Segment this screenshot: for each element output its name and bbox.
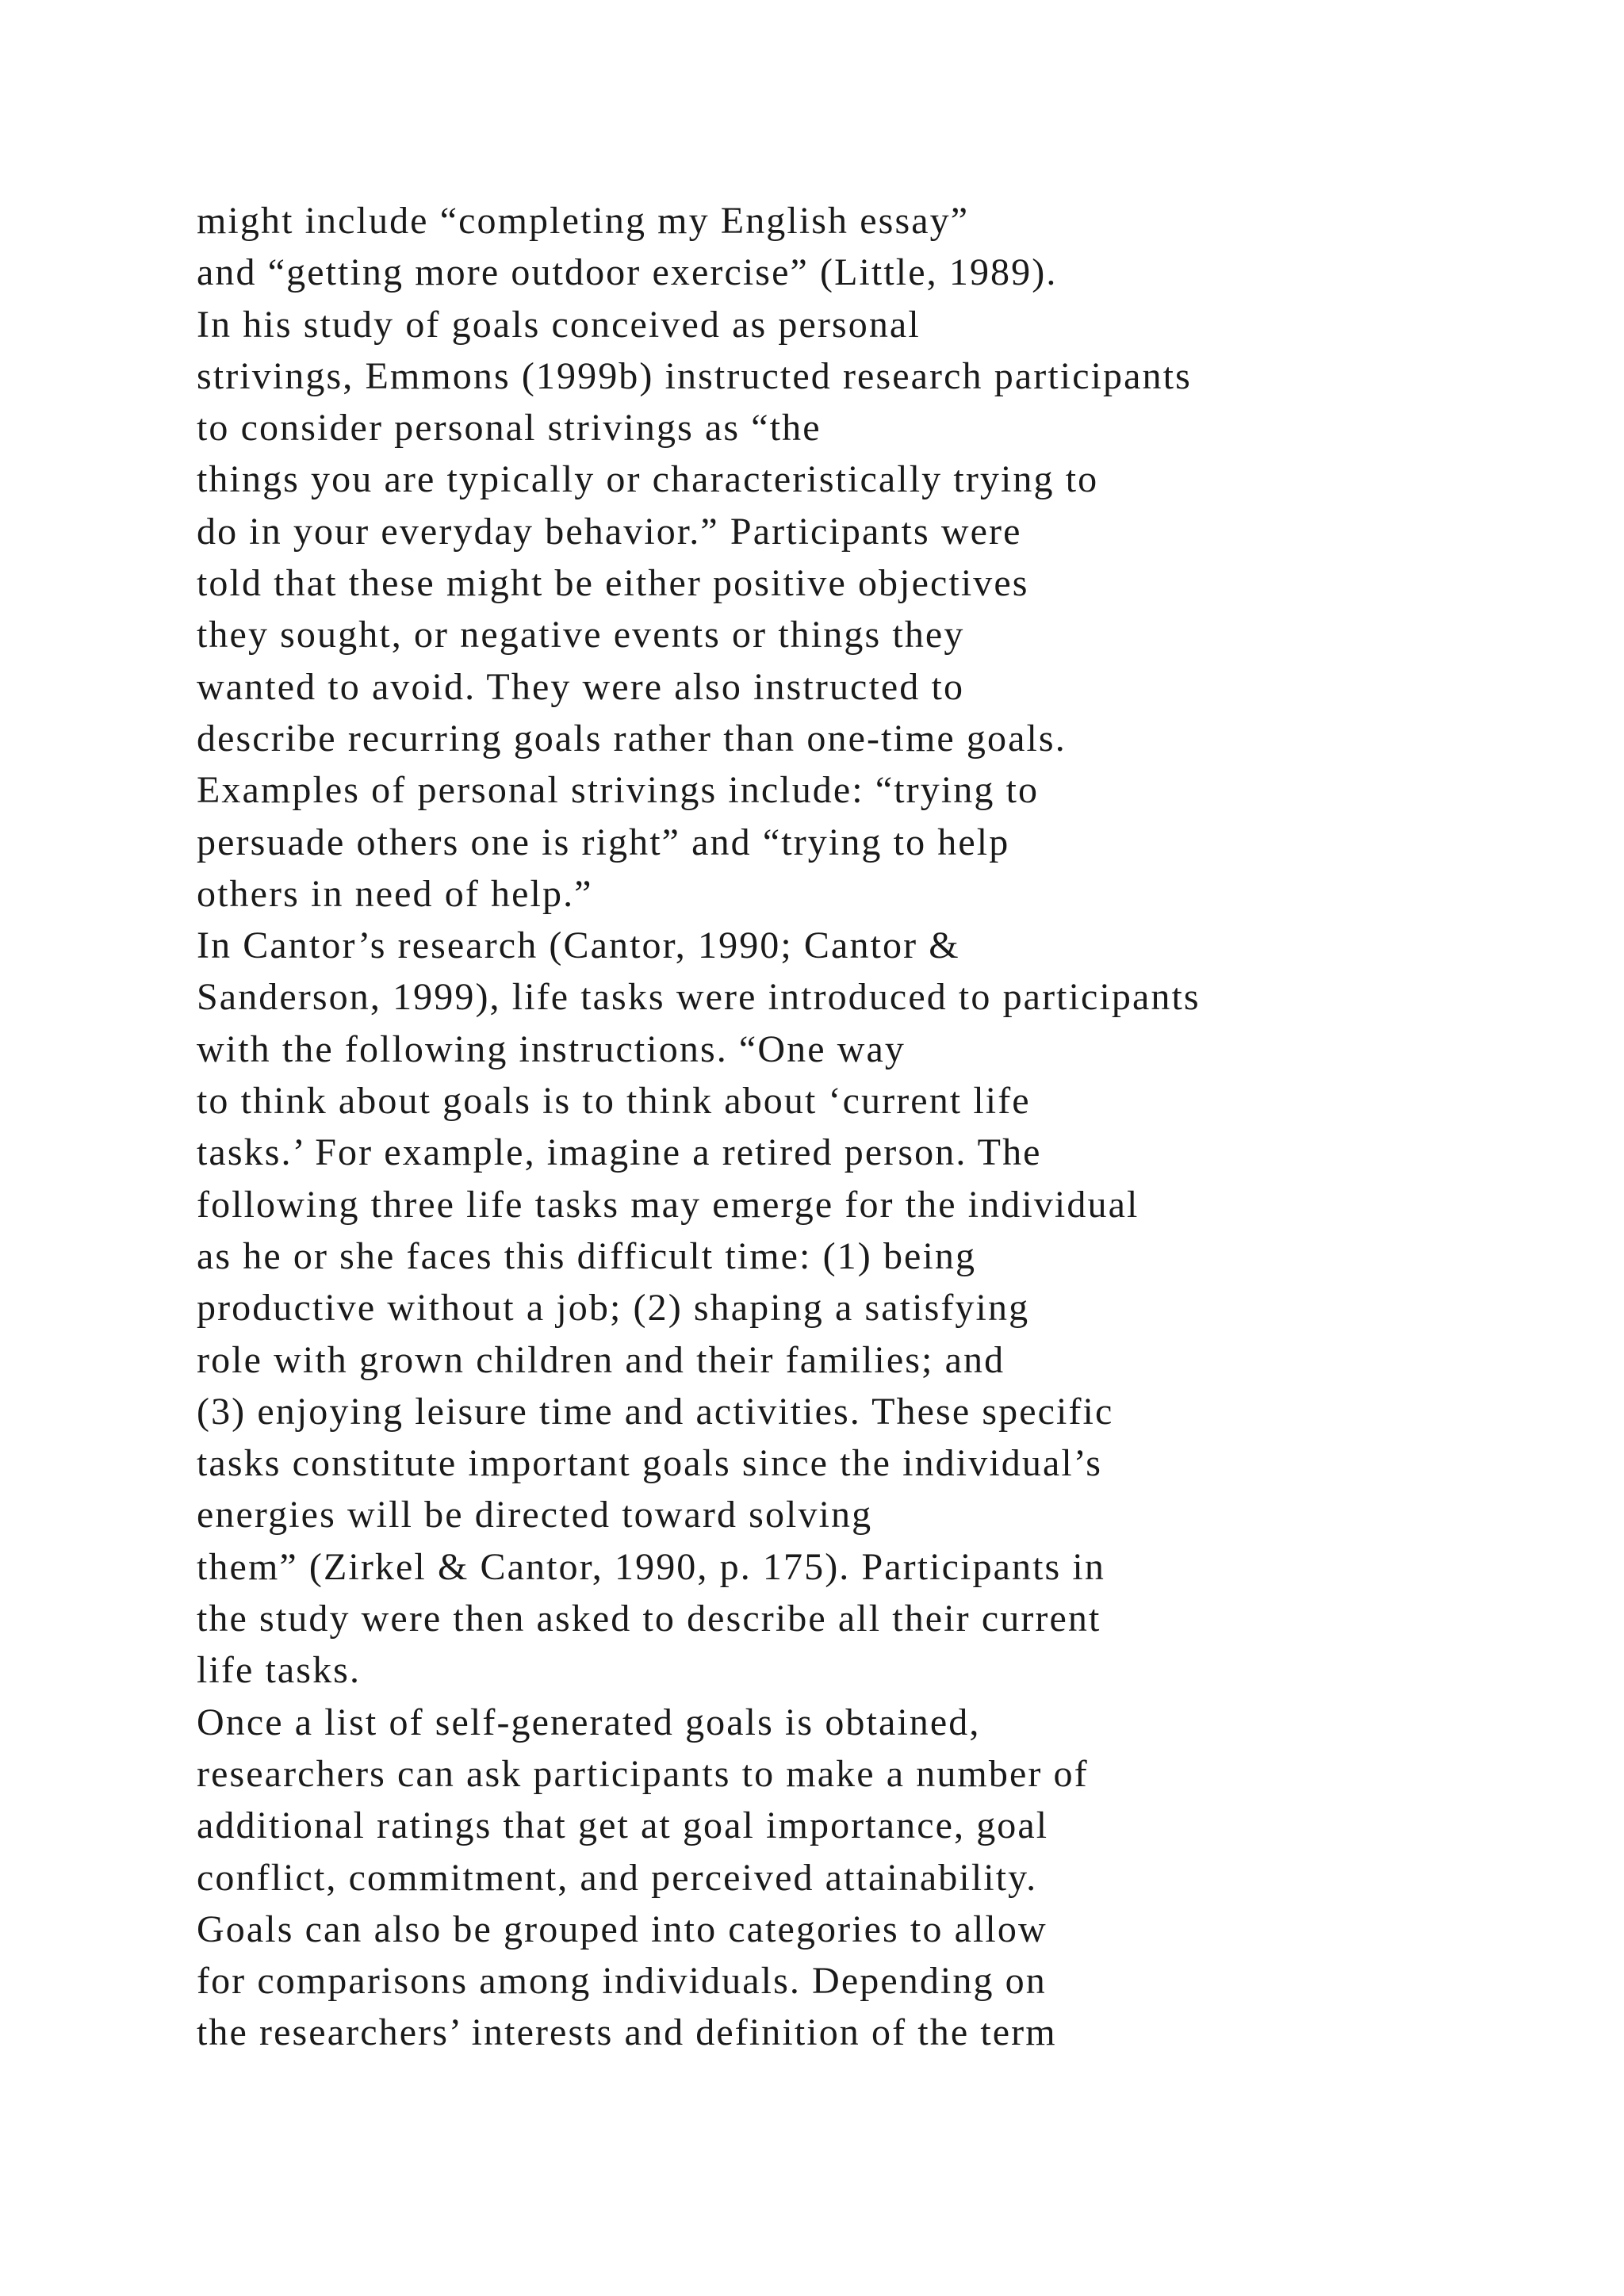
text-line: the researchers’ interests and definition of the term	[197, 2011, 1057, 2054]
text-line: them” (Zirkel & Cantor, 1990, p. 175). Participants in	[197, 1545, 1105, 1588]
text-line: Goals can also be grouped into categories to allow	[197, 1908, 1048, 1950]
text-line: the study were then asked to describe all their current	[197, 1598, 1101, 1640]
body-text	[197, 195, 1561, 2059]
text-line: do in your everyday behavior.” Participants were	[197, 510, 1022, 553]
text-line: additional ratings that get at goal importance, goal	[197, 1804, 1049, 1847]
text-line: Examples of personal strivings include: “trying to	[197, 769, 1040, 812]
text-line: strivings, Emmons (1999b) instructed research participants	[197, 354, 1192, 397]
text-line: Once a list of self-generated goals is obtained,	[197, 1701, 981, 1743]
text-line: things you are typically or characteristically trying to	[197, 458, 1099, 501]
text-line: for comparisons among individuals. Depending on	[197, 1960, 1047, 2003]
text-line: life tasks.	[197, 1649, 362, 1692]
text-line: to think about goals is to think about ‘current life	[197, 1080, 1031, 1123]
text-line: tasks constitute important goals since the individual’s	[197, 1442, 1103, 1485]
text-line: others in need of help.”	[197, 872, 593, 915]
text-line: might include “completing my English essay”	[197, 200, 970, 242]
text-line: researchers can ask participants to make a number of	[197, 1752, 1089, 1795]
text-line: persuade others one is right” and “trying to help	[197, 821, 1010, 863]
text-line: told that these might be either positive objectives	[197, 562, 1029, 605]
text-line: as he or she faces this difficult time: (1) being	[197, 1234, 977, 1277]
text-line: wanted to avoid. They were also instructed to	[197, 665, 965, 708]
text-line: (3) enjoying leisure time and activities. These specific	[197, 1390, 1114, 1433]
text-line: and “getting more outdoor exercise” (Little, 1989).	[197, 251, 1058, 294]
text-line: In Cantor’s research (Cantor, 1990; Cantor &	[197, 924, 960, 967]
text-line: to consider personal strivings as “the	[197, 407, 822, 450]
text-line: with the following instructions. “One way	[197, 1027, 906, 1070]
text-line: tasks.’ For example, imagine a retired person. The	[197, 1131, 1042, 1174]
text-line: describe recurring goals rather than one-time goals.	[197, 717, 1067, 760]
text-line: productive without a job; (2) shaping a satisfying	[197, 1287, 1030, 1330]
text-line: In his study of goals conceived as personal	[197, 303, 921, 346]
text-line: role with grown children and their families; and	[197, 1338, 1005, 1381]
text-line: Sanderson, 1999), life tasks were introduced to participants	[197, 976, 1201, 1019]
text-line: they sought, or negative events or things they	[197, 614, 965, 656]
text-line: following three life tasks may emerge for the individual	[197, 1183, 1139, 1226]
text-line: conflict, commitment, and perceived attainability.	[197, 1856, 1038, 1899]
text-line: energies will be directed toward solving	[197, 1494, 873, 1536]
